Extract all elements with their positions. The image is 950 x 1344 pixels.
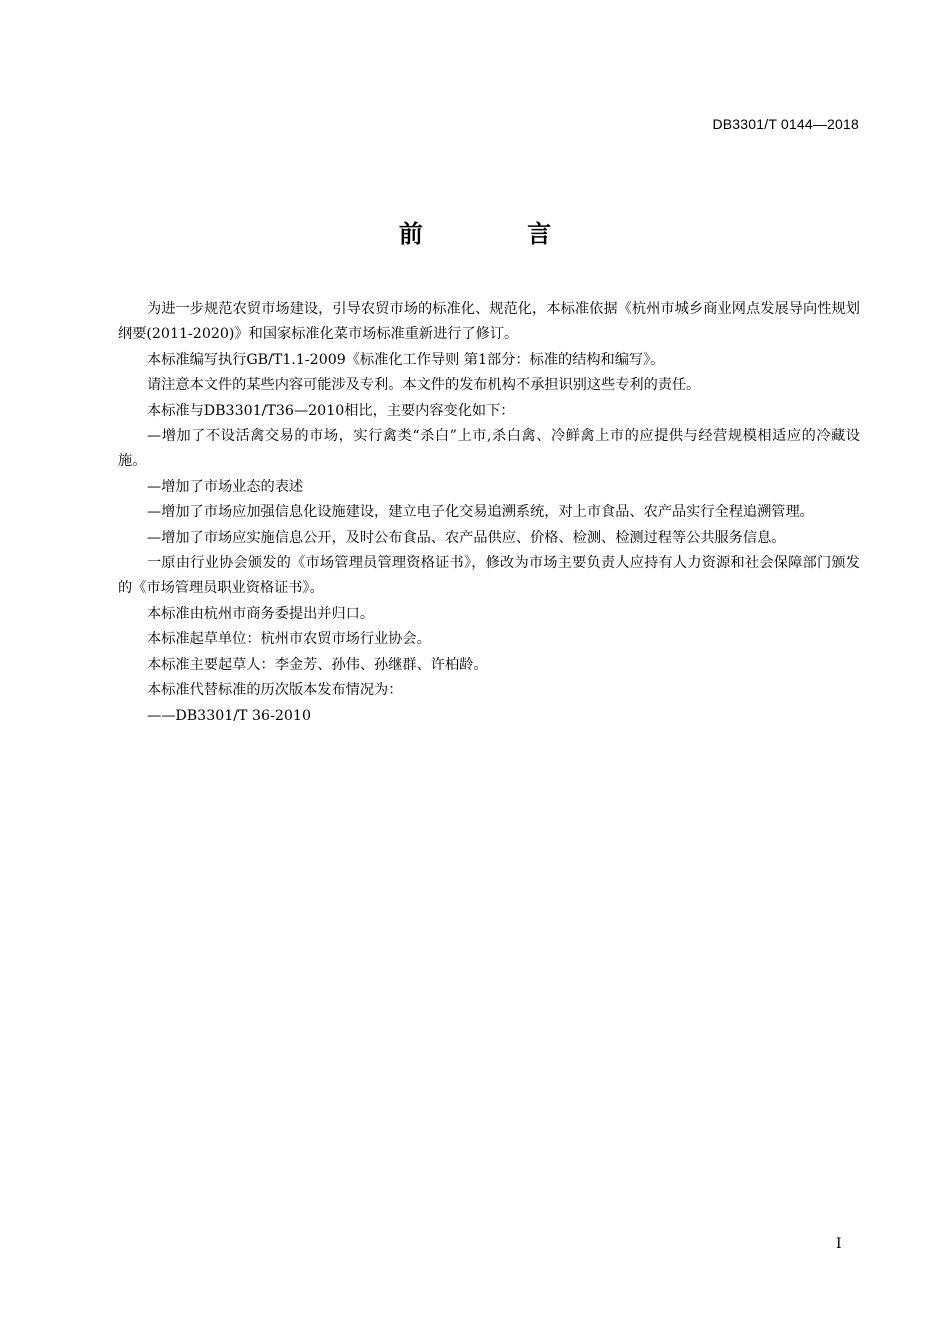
change-item: —增加了不设活禽交易的市场，实行禽类“杀白”上市,杀白禽、冷鲜禽上市的应提供与经营规模相适应的冷藏设施。 <box>118 428 860 470</box>
change-item: —增加了市场应实施信息公开，及时公布食品、农产品供应、价格、检测、检测过程等公共服务信息。 <box>147 529 786 546</box>
foreword-body <box>118 297 860 729</box>
change-item: —增加了市场应加强信息化设施建设，建立电子化交易追溯系统，对上市食品、农产品实行全程追溯管理。 <box>147 504 814 521</box>
document-code: DB3301/T 0144—2018 <box>712 116 859 132</box>
page-title: 前 言 <box>398 220 600 248</box>
foreword-paragraph: 本标准由杭州市商务委提出并归口。 <box>147 605 375 622</box>
previous-version-item: ——DB3301/T 36-2010 <box>147 707 311 724</box>
change-item: —增加了市场业态的表述 <box>147 478 304 495</box>
foreword-paragraph: 本标准起草单位：杭州市农贸市场行业协会。 <box>147 631 431 648</box>
foreword-paragraph: 为进一步规范农贸市场建设，引导农贸市场的标准化、规范化，本标准依据《杭州市城乡商业网点发展导向性规划纲要(2011-2020)》和国家标准化菜市场标准重新进行了修订。 <box>118 301 860 343</box>
foreword-paragraph: 请注意本文件的某些内容可能涉及专利。本文件的发布机构不承担识别这些专利的责任。 <box>147 377 701 394</box>
foreword-paragraph: 本标准与DB3301/T36—2010相比，主要内容变化如下： <box>147 402 515 419</box>
page-number: I <box>836 1236 842 1252</box>
foreword-paragraph: 本标准代替标准的历次版本发布情况为： <box>147 682 403 699</box>
foreword-paragraph: 本标准编写执行GB/T1.1-2009《标准化工作导则 第1部分：标准的结构和编写》。 <box>147 351 665 368</box>
foreword-paragraph: 本标准主要起草人：李金芳、孙伟、孙继群、许柏龄。 <box>147 656 488 673</box>
change-item: 一原由行业协会颁发的《市场管理员管理资格证书》，修改为市场主要负责人应持有人力资源和社会保障部门颁发的《市场管理员职业资格证书》。 <box>118 555 860 597</box>
